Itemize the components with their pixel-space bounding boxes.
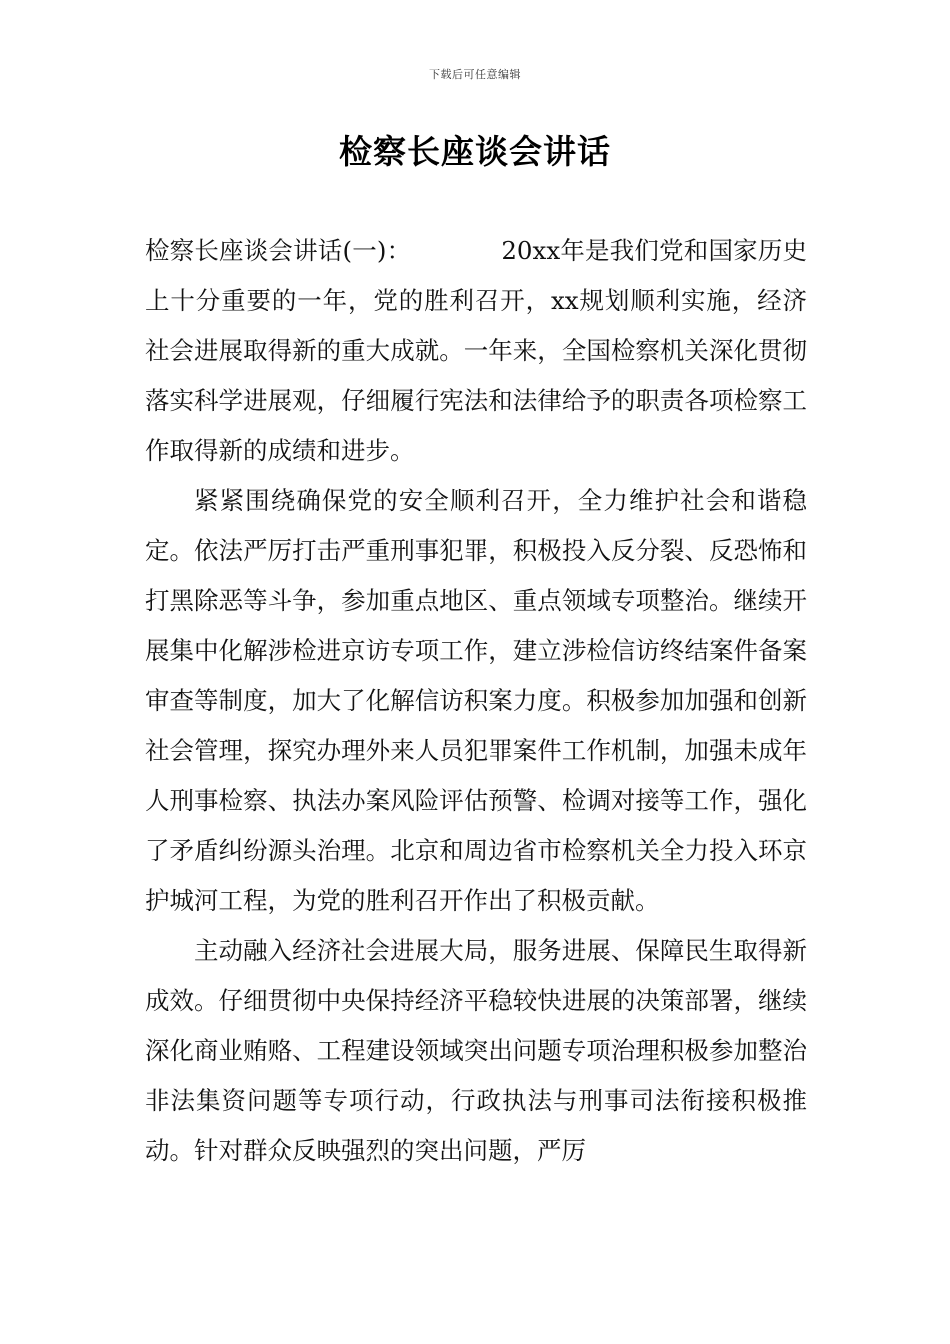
paragraph-1-text: 20xx年是我们党和国家历史上十分重要的一年，党的胜利召开，xx规划顺利实施，经济社会进展取得新的重大成就。一年来，全国检察机关深化贯彻落实科学进展观，仔细履行宪法和法律给予的职责各项检察工作取得新的成绩和进步。 <box>145 236 807 465</box>
paragraph-3: 主动融入经济社会进展大局，服务进展、保障民生取得新成效。仔细贯彻中央保持经济平稳较快进展的决策部署，继续深化商业贿赂、工程建设领域突出问题专项治理积极参加整治非法集资问题等专项行动，行政执法与刑事司法衔接积极推动。针对群众反映强烈的突出问题，严厉 <box>145 936 807 1165</box>
paragraph-2: 紧紧围绕确保党的安全顺利召开，全力维护社会和谐稳定。依法严厉打击严重刑事犯罪，积极投入反分裂、反恐怖和打黑除恶等斗争，参加重点地区、重点领域专项整治。继续开展集中化解涉检进京访专项工作，建立涉检信访终结案件备案审查等制度，加大了化解信访积案力度。积极参加加强和创新社会管理，探究办理外来人员犯罪案件工作机制，加强未成年人刑事检察、执法办案风险评估预警、检调对接等工作，强化了矛盾纠纷源头治理。北京和周边省市检察机关全力投入环京护城河工程，为党的胜利召开作出了积极贡献。 <box>145 486 807 915</box>
download-note: 下载后可任意编辑 <box>429 68 521 81</box>
intro-label: 检察长座谈会讲话(一)： <box>145 236 412 265</box>
document-body <box>145 226 807 1176</box>
paragraph-intro <box>145 226 807 476</box>
document-title: 检察长座谈会讲话 <box>339 132 611 171</box>
